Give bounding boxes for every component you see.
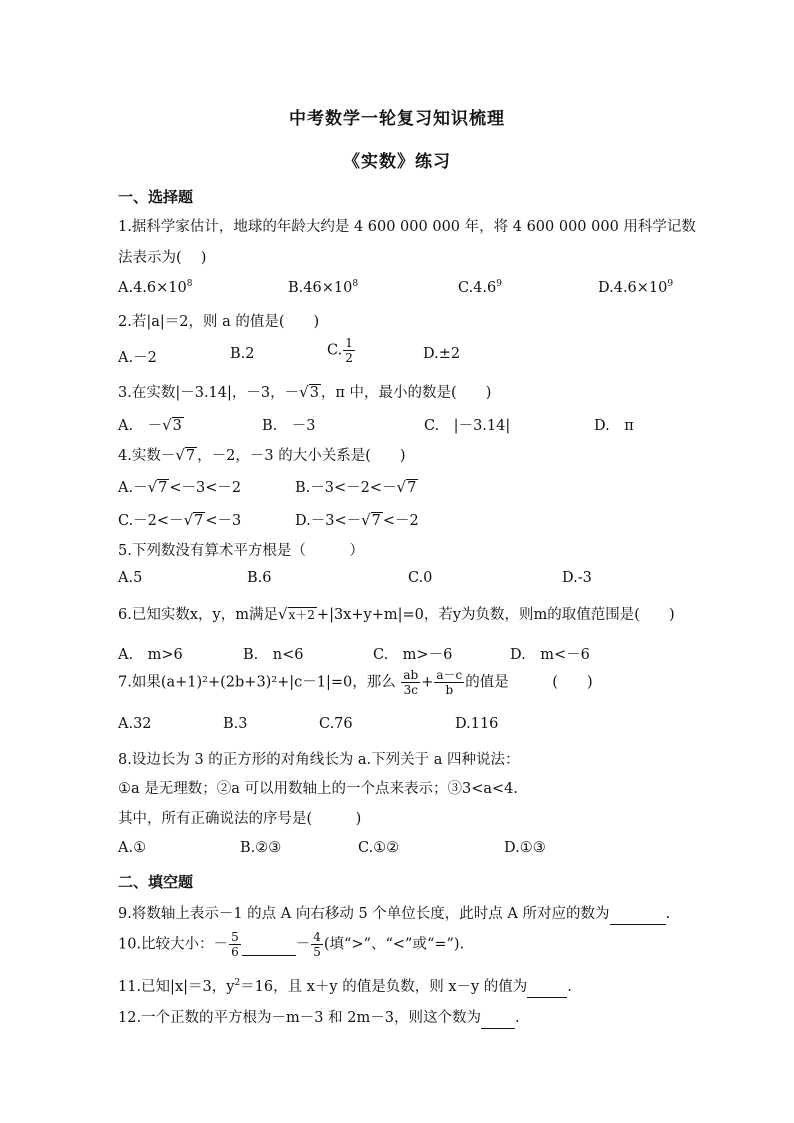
sqrt-symbol xyxy=(397,478,419,496)
question-4-option-a xyxy=(118,476,241,497)
question-4-option-c xyxy=(118,509,241,530)
question-5-option-d: D.-3 xyxy=(562,570,592,586)
question-6-stem xyxy=(118,603,675,624)
radical-sign-icon: √ xyxy=(162,416,172,434)
document-subtitle: 《实数》练习 xyxy=(343,152,451,172)
radical-sign-icon: √ xyxy=(147,478,158,496)
question-3-option-a xyxy=(118,414,184,435)
sqrt-symbol xyxy=(175,446,197,464)
question-3-stem xyxy=(118,381,491,402)
sqrt-symbol xyxy=(148,478,170,496)
q7-plus: + xyxy=(421,674,434,691)
fraction-numerator: 4 xyxy=(313,930,321,944)
section-heading-choice: 一、选择题 xyxy=(118,188,194,206)
q10-pre: 10.比较大小：－ xyxy=(118,936,229,953)
radical-sign-icon: √ xyxy=(299,383,309,401)
question-5-option-b: B.6 xyxy=(247,570,272,586)
question-1-line-2: 法表示为( ) xyxy=(118,250,207,266)
sqrt-symbol xyxy=(162,416,184,434)
answer-blank[interactable] xyxy=(610,908,666,925)
q10-mid: － xyxy=(295,936,311,953)
q2-c-fraction xyxy=(343,336,355,365)
question-2-stem: 2.若|a|＝2，则 a 的值是( ) xyxy=(118,314,320,330)
question-1-line-1: 1.据科学家估计，地球的年龄大约是 4 600 000 000 年，将 4 600 000 000 用科学记数 xyxy=(118,219,696,235)
q4-b-pre: B.－3<－2<－ xyxy=(295,480,397,496)
question-2-option-d: D.±2 xyxy=(423,346,461,362)
question-5-stem: 5.下列数没有算术平方根是（ ） xyxy=(118,543,364,559)
question-1-option-c xyxy=(458,279,502,296)
q4-a-post: <－3<－2 xyxy=(169,480,242,496)
q4-c-post: <－3 xyxy=(205,513,242,529)
question-3-option-c: C. |－3.14| xyxy=(424,418,511,434)
q10-fraction-2 xyxy=(311,930,323,959)
fraction-denominator: 5 xyxy=(313,945,321,959)
radicand: 7 xyxy=(185,448,196,464)
q9-text: 9.将数轴上表示－1 的点 A 向右移动 5 个单位长度，此时点 A 所对应的数为 xyxy=(118,906,610,922)
question-8-option-a: A.① xyxy=(118,840,147,856)
question-1-option-b xyxy=(288,279,358,296)
q1-c-base: C.4.6 xyxy=(458,280,497,296)
question-6-option-c: C. m>－6 xyxy=(373,647,453,663)
radicand: 7 xyxy=(158,480,168,496)
fraction-denominator: 6 xyxy=(231,945,239,959)
radical-sign-icon: √ xyxy=(175,446,185,464)
question-7-stem xyxy=(118,668,593,697)
radical-sign-icon: √ xyxy=(183,511,194,529)
question-8-line-2: ①a 是无理数；②a 可以用数轴上的一个点来表示；③3<a<4. xyxy=(118,781,519,797)
question-6-option-a: A. m>6 xyxy=(118,647,183,663)
radical-sign-icon: √ xyxy=(277,605,288,623)
question-8-option-c: C.①② xyxy=(358,840,400,856)
question-7-option-c: C.76 xyxy=(319,716,353,732)
radicand: 7 xyxy=(194,513,204,529)
section-heading-fill-in: 二、填空题 xyxy=(118,873,194,891)
q7-stem-post: 的值是 ( ) xyxy=(465,674,593,691)
answer-blank[interactable] xyxy=(481,1012,515,1029)
question-2-option-c xyxy=(327,336,356,365)
sqrt-symbol xyxy=(278,605,317,623)
radicand: 3 xyxy=(172,418,182,434)
q7-stem-pre: 7.如果(a+1)²+(2b+3)²+|c－1|=0，那么 xyxy=(118,674,396,691)
q9-end: . xyxy=(665,906,671,922)
question-1-option-d xyxy=(598,279,673,296)
q6-stem-pre: 6.已知实数x，y，m满足 xyxy=(118,607,278,623)
fraction-denominator: 2 xyxy=(345,351,353,365)
q4-d-post: <－2 xyxy=(382,513,419,529)
q11-pre: 11.已知|x|＝3，y xyxy=(118,979,235,995)
fraction-denominator: b xyxy=(445,683,454,697)
answer-blank[interactable] xyxy=(527,981,567,998)
question-6-option-d: D. m<－6 xyxy=(510,647,590,663)
q2-c-prefix: C. xyxy=(327,342,343,359)
answer-blank[interactable] xyxy=(242,939,296,956)
q3-stem-pre: 3.在实数|－3.14|，－3，－ xyxy=(118,385,300,401)
q1-b-exp: 8 xyxy=(352,279,359,289)
question-5-option-c: C.0 xyxy=(408,570,433,586)
q11-superscript: 2 xyxy=(234,978,241,988)
question-8-line-3: 其中，所有正确说法的序号是( ) xyxy=(118,811,362,827)
question-7-option-a: A.32 xyxy=(118,716,152,732)
question-3-option-b: B. －3 xyxy=(262,418,316,434)
fraction-denominator: 3c xyxy=(403,683,418,697)
radicand: 7 xyxy=(371,513,381,529)
question-1-option-a xyxy=(118,279,192,296)
q7-fraction-1 xyxy=(401,668,420,697)
q10-post: (填“>”、“<”或“=”). xyxy=(323,936,465,953)
fraction-numerator: ab xyxy=(403,668,419,682)
document-title: 中考数学一轮复习知识梳理 xyxy=(289,109,505,129)
q1-a-base: A.4.6×10 xyxy=(118,280,187,296)
q1-d-base: D.4.6×10 xyxy=(598,280,668,296)
question-2-option-a: A.－2 xyxy=(118,350,157,366)
q1-d-exp: 9 xyxy=(667,279,674,289)
fraction-numerator: a－c xyxy=(436,668,463,682)
q1-b-base: B.46×10 xyxy=(288,280,353,296)
q4-c-pre: C.－2<－ xyxy=(118,513,184,529)
q11-post: ＝16，且 x＋y 的值是负数，则 x－y 的值为 xyxy=(240,979,528,995)
question-12-stem xyxy=(118,1006,520,1029)
question-11-stem xyxy=(118,975,572,998)
radicand: 3 xyxy=(309,385,319,401)
q7-fraction-2 xyxy=(434,668,464,697)
q3-a-pre: A. － xyxy=(118,418,163,434)
question-4-option-d xyxy=(295,509,419,530)
q12-text: 12.一个正数的平方根为－m－3 和 2m－3，则这个数为 xyxy=(118,1010,481,1026)
q4-d-pre: D.－3<－ xyxy=(295,513,362,529)
radical-sign-icon: √ xyxy=(396,478,407,496)
question-4-stem xyxy=(118,444,406,465)
radicand: 7 xyxy=(407,480,417,496)
radical-sign-icon: √ xyxy=(361,511,371,529)
question-2-option-b: B.2 xyxy=(230,346,255,362)
q1-c-exp: 9 xyxy=(496,279,502,289)
q4-stem-post: ，－2，－3 的大小关系是( ) xyxy=(197,448,406,464)
question-5-option-a: A.5 xyxy=(118,570,143,586)
q1-a-exp: 8 xyxy=(186,279,193,289)
q11-end: . xyxy=(567,979,572,995)
q4-stem-pre: 4.实数－ xyxy=(118,448,176,464)
question-8-option-b: B.②③ xyxy=(240,840,282,856)
question-7-option-d: D.116 xyxy=(455,716,499,732)
question-3-option-d: D. π xyxy=(594,418,634,434)
fraction-numerator: 1 xyxy=(345,336,353,350)
radicand: x＋2 xyxy=(288,608,315,622)
question-8-line-1: 8.设边长为 3 的正方形的对角线长为 a.下列关于 a 四种说法： xyxy=(118,752,520,768)
sqrt-symbol xyxy=(361,511,383,529)
question-8-option-d: D.①③ xyxy=(504,840,546,856)
q3-stem-post: ，π 中，最小的数是( ) xyxy=(320,385,492,401)
sqrt-symbol xyxy=(184,511,206,529)
question-7-option-b: B.3 xyxy=(223,716,248,732)
q6-stem-post: +|3x+y+m|=0，若y为负数，则m的取值范围是( ) xyxy=(316,607,675,623)
question-6-option-b: B. n<6 xyxy=(243,647,304,663)
sqrt-symbol xyxy=(299,383,321,401)
question-10-stem xyxy=(118,930,464,959)
q4-a-pre: A.－ xyxy=(118,480,148,496)
fraction-numerator: 5 xyxy=(231,930,239,944)
question-4-option-b xyxy=(295,476,418,497)
question-9-stem xyxy=(118,902,670,925)
q10-fraction-1 xyxy=(229,930,241,959)
q12-end: . xyxy=(514,1010,520,1026)
